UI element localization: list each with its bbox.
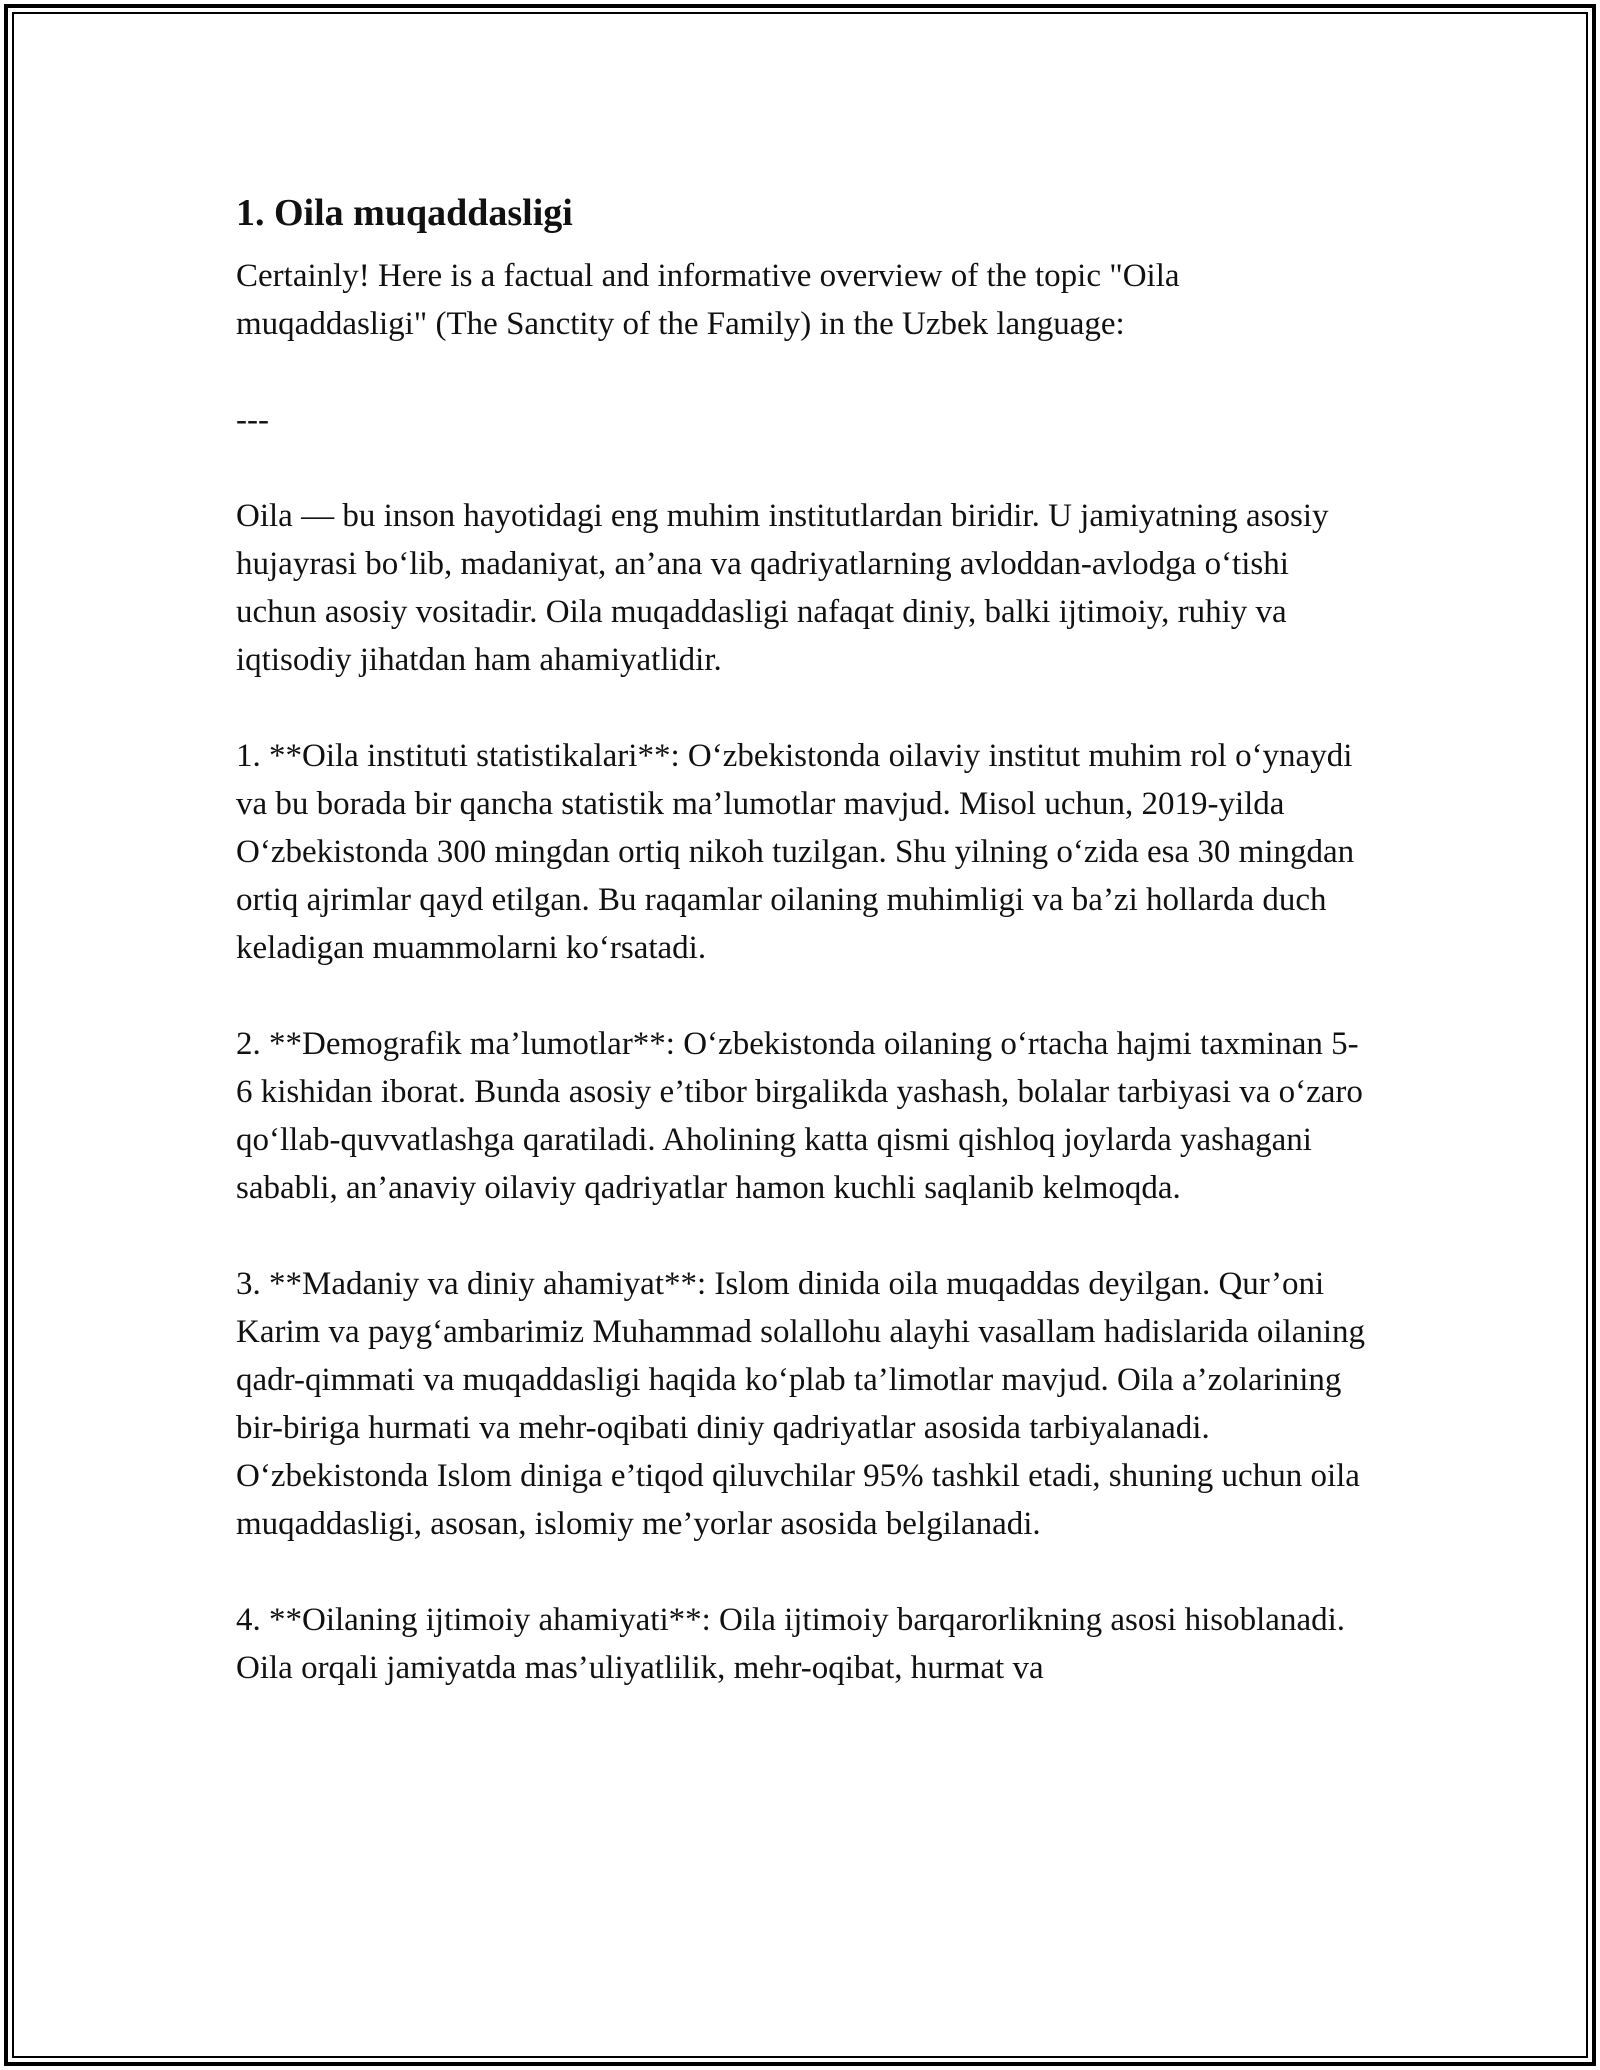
point-paragraph-2: 2. **Demografik ma’lumotlar**: O‘zbekistonda oilaning o‘rtacha hajmi taxminan 5-6 kishidan iborat. Bunda asosiy e’tibor birgalikda yashash, bolalar tarbiyasi va o‘zaro qo‘llab-quvvatlashga qaratiladi. Aholining katta qismi qishloq joylarda yashagani sababli, an’anaviy oilaviy qadriyatlar hamon kuchli saqlanib kelmoqda. — [236, 1026, 1363, 1206]
document-title: 1. Oila muqaddasligi — [236, 192, 573, 234]
point-paragraph-3: 3. **Madaniy va diniy ahamiyat**: Islom dinida oila muqaddas deyilgan. Qur’oni Karim va payg‘ambarimiz Muhammad solallohu alayhi vasallam hadislarida oilaning qadr-qimmati va muqaddasligi haqida ko‘plab ta’limotlar mavjud. Oila a’zolarining bir-biriga hurmati va mehr-oqibati diniy qadriyatlar asosida tarbiyalanadi. O‘zbekistonda Islom diniga e’tiqod qiluvchilar 95% tashkil etadi, shuning uchun oila muqaddasligi, asosan, islomiy me’yorlar asosida belgilanadi. — [236, 1266, 1366, 1542]
point-paragraph-1: 1. **Oila instituti statistikalari**: O‘zbekistonda oilaviy institut muhim rol o‘ynaydi va bu borada bir qancha statistik ma’lumotlar mavjud. Misol uchun, 2019-yilda O‘zbekistonda 300 mingdan ortiq nikoh tuzilgan. Shu yilning o‘zida esa 30 mingdan ortiq ajrimlar qayd etilgan. Bu raqamlar oilaning muhimligi va ba’zi hollarda duch keladigan muammolarni ko‘rsatadi. — [236, 738, 1355, 966]
separator-line: --- — [236, 402, 269, 438]
intro-paragraph: Certainly! Here is a factual and informative overview of the topic "Oila muqaddasligi" (The Sanctity of the Family) in the Uzbek language: — [236, 258, 1180, 342]
document-body — [236, 188, 1366, 1692]
point-paragraph-4: 4. **Oilaning ijtimoiy ahamiyati**: Oila ijtimoiy barqarorlikning asosi hisoblanadi. Oila orqali jamiyatda mas’uliyatlilik, mehr-oqibat, hurmat va — [236, 1602, 1346, 1686]
lead-paragraph: Oila — bu inson hayotidagi eng muhim institutlardan biridir. U jamiyatning asosiy hujayrasi bo‘lib, madaniyat, an’ana va qadriyatlarning avloddan-avlodga o‘tishi uchun asosiy vositadir. Oila muqaddasligi nafaqat diniy, balki ijtimoiy, ruhiy va iqtisodiy jihatdan ham ahamiyatlidir. — [236, 498, 1329, 678]
